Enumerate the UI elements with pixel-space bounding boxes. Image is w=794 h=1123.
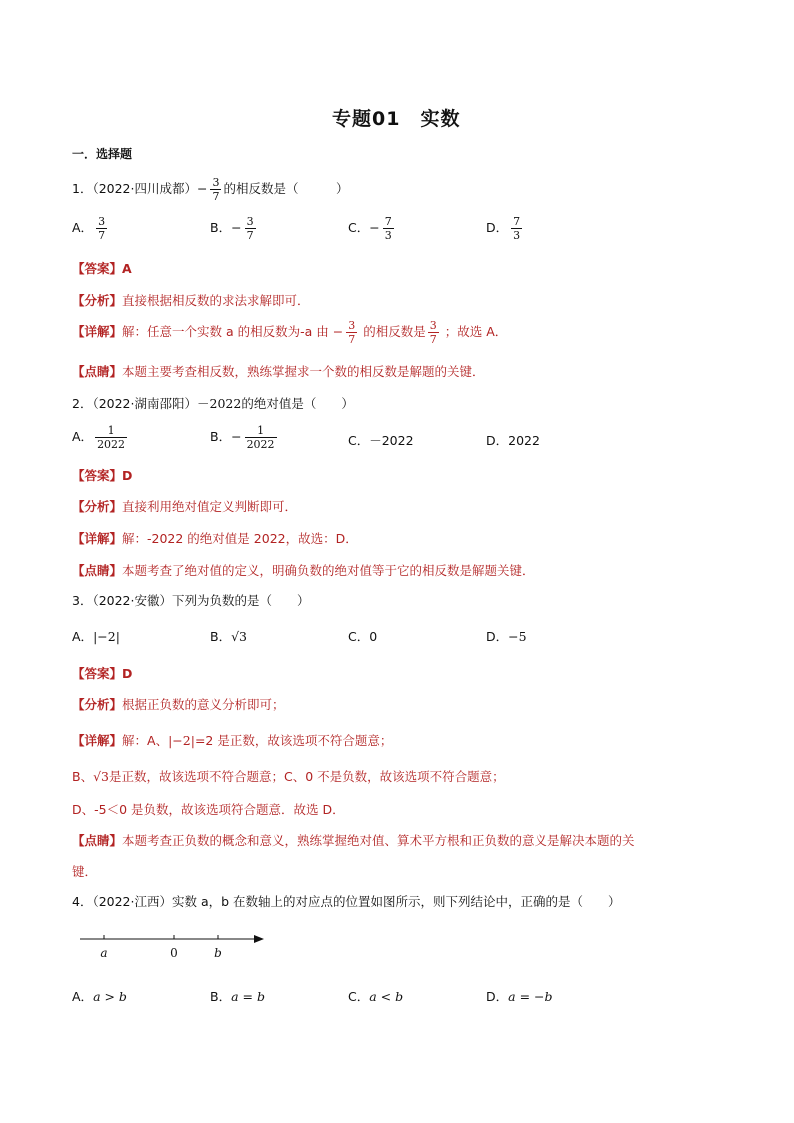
question-3-option-a[interactable]: A．|−2|	[72, 629, 120, 644]
question-4-option-b[interactable]: B．a = b	[210, 989, 265, 1004]
question-3-option-d[interactable]: D．−5	[486, 629, 527, 644]
question-2-stem: 2．（2022·湖南邵阳）－2022的绝对值是（ ）	[72, 396, 354, 411]
question-3-detail: 【详解】解：A、|−2|=2 是正数，故该选项不符合题意；	[72, 733, 393, 748]
question-2-analysis: 【分析】直接利用绝对值定义判断即可．	[72, 499, 298, 514]
question-2-option-a[interactable]: A． $\frac{1}{2022}$	[72, 424, 126, 451]
question-1-analysis: 【分析】直接根据相反数的求法求解即可．	[72, 293, 310, 308]
question-1-fraction: $\frac{3}{7}$	[212, 176, 220, 203]
label-zero: 0	[170, 946, 178, 960]
question-2-comment: 【点睛】本题考查了绝对值的定义，明确负数的绝对值等于它的相反数是解题关键．	[72, 563, 535, 578]
question-2-option-b[interactable]: B．− $\frac{1}{2022}$	[210, 424, 275, 451]
question-3-comment-line2: 键．	[72, 864, 98, 879]
number-line-arrow	[254, 935, 264, 943]
question-3-detail-line3: D、-5＜0 是负数，故该选项符合题意．故选 D．	[72, 802, 345, 817]
question-4-option-a[interactable]: A．a > b	[72, 989, 127, 1004]
number-line-figure	[76, 928, 276, 962]
question-3-option-c[interactable]: C．0	[348, 629, 378, 644]
question-3-analysis: 【分析】根据正负数的意义分析即可；	[72, 697, 285, 712]
question-1-stem: 1．（2022·四川成都）− $\frac{3}{7}$ 的相反数是（ ）	[72, 176, 349, 203]
question-4-stem: 4．（2022·江西）实数 a，b 在数轴上的对应点的位置如图所示，则下列结论中，正确的是（ ）	[72, 894, 621, 909]
question-1-detail: 【详解】解：任意一个实数 a 的相反数为-a 由 − $\frac{3}{7}$ 的相反数是 $\frac{3}{7}$ ；故选 A．	[72, 319, 508, 346]
label-b: b	[214, 946, 222, 960]
question-3-stem: 3．（2022·安徽）下列为负数的是（ ）	[72, 593, 310, 608]
question-1-option-d[interactable]: D． $\frac{7}{3}$	[486, 215, 521, 242]
question-3-option-b[interactable]: B．√3	[210, 629, 247, 644]
question-1-option-c[interactable]: C．− $\frac{7}{3}$	[348, 215, 392, 242]
question-2-option-d[interactable]: D．2022	[486, 433, 540, 448]
question-3-detail-line2: B、√3是正数，故该选项不符合题意；C、0 不是负数，故该选项不符合题意；	[72, 769, 505, 784]
question-2-answer: 【答案】D	[72, 468, 133, 483]
question-1-comment: 【点睛】本题主要考查相反数，熟练掌握求一个数的相反数是解题的关键．	[72, 364, 485, 379]
question-1-source: 1．（2022·四川成都）	[72, 181, 197, 196]
question-3-answer: 【答案】D	[72, 666, 133, 681]
question-4-option-c[interactable]: C．a < b	[348, 989, 404, 1004]
page-title: 专题01 实数	[332, 108, 461, 130]
label-a: a	[100, 946, 108, 960]
question-1-option-b[interactable]: B．− $\frac{3}{7}$	[210, 215, 254, 242]
question-1-option-a[interactable]: A． $\frac{3}{7}$	[72, 215, 106, 242]
question-4-option-d[interactable]: D．a = −b	[486, 989, 553, 1004]
question-2-option-c[interactable]: C．－2022	[348, 433, 414, 448]
section-heading: 一．选择题	[72, 147, 133, 161]
question-3-comment: 【点睛】本题考查正负数的概念和意义，熟练掌握绝对值、算术平方根和正负数的意义是解决本题的关	[72, 833, 635, 848]
question-1-answer: 【答案】A	[72, 261, 132, 276]
question-2-detail: 【详解】解：-2022 的绝对值是 2022，故选：D．	[72, 531, 358, 546]
